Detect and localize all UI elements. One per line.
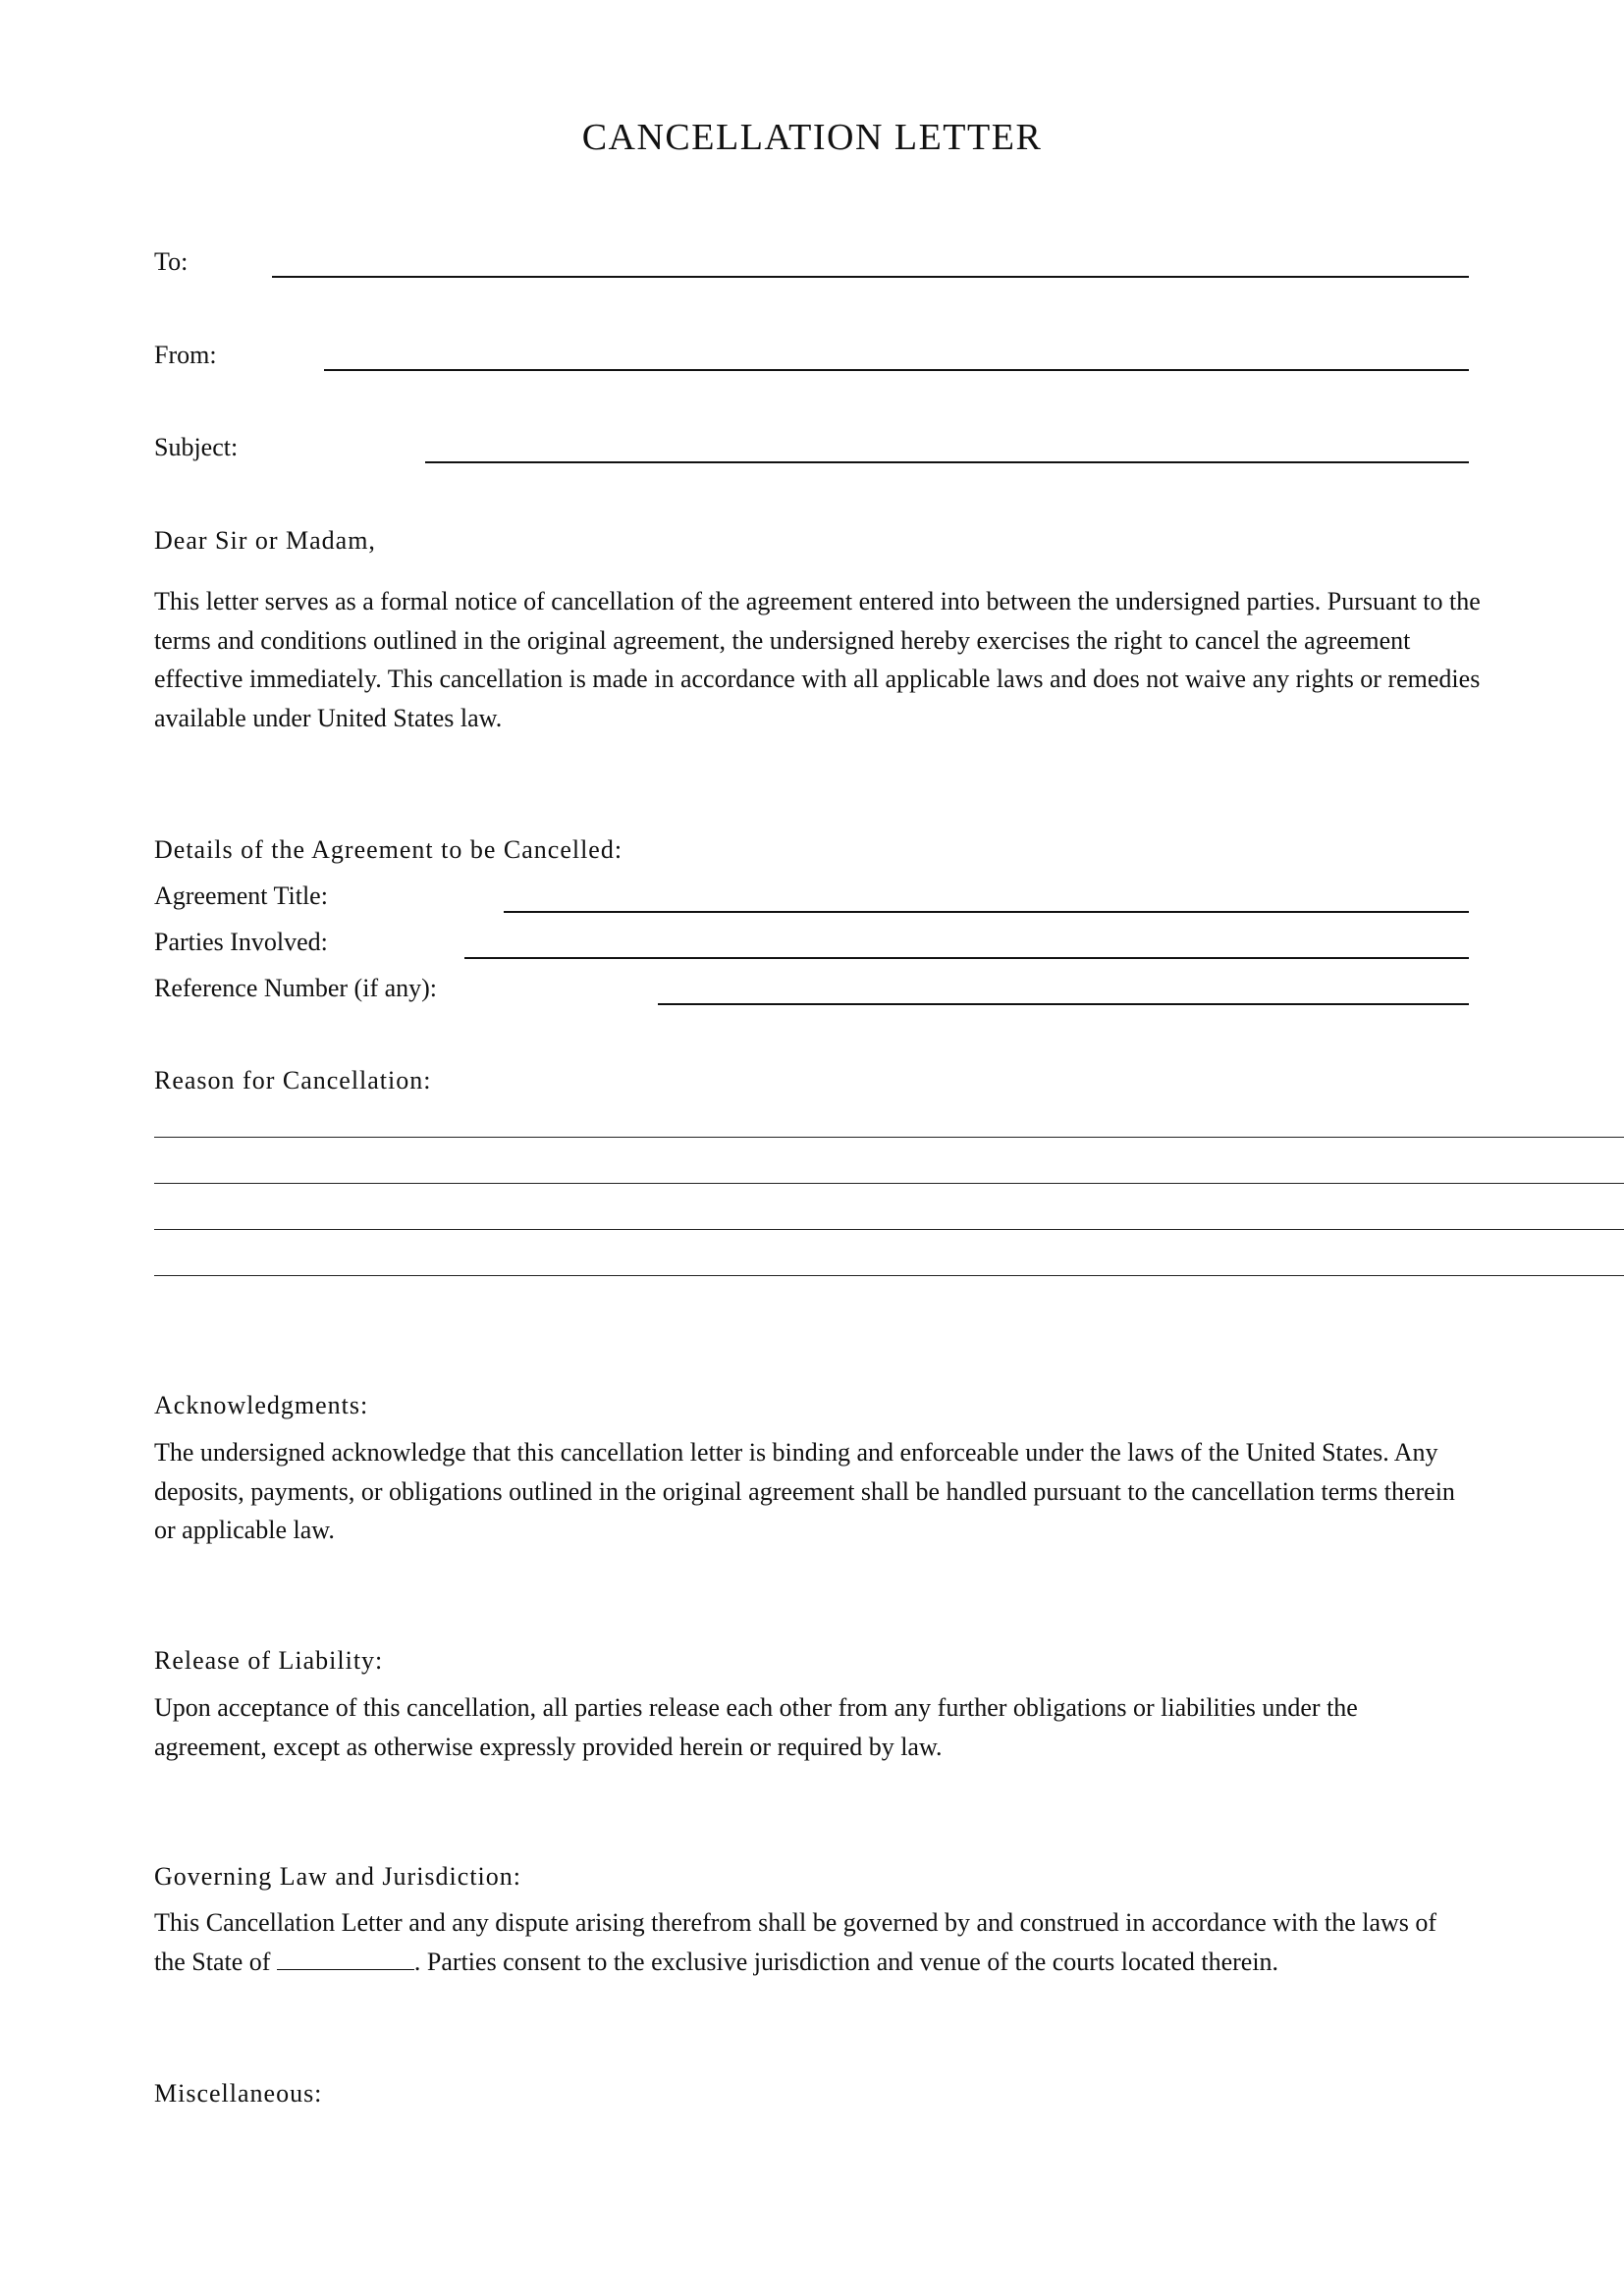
details-heading: Details of the Agreement to be Cancelled: <box>154 835 623 864</box>
state-blank-field[interactable] <box>277 1948 414 1970</box>
parties-involved-label: Parties Involved: <box>154 928 328 956</box>
reason-line-3[interactable] <box>154 1229 1624 1230</box>
to-field[interactable] <box>272 276 1469 278</box>
subject-field[interactable] <box>425 461 1469 463</box>
agreement-title-label: Agreement Title: <box>154 881 328 910</box>
acknowledgments-heading: Acknowledgments: <box>154 1391 369 1419</box>
governing-law-text-before: This Cancellation Letter and any dispute arising therefrom shall be governed by and construed in accordance with the laws of the State of <box>154 1908 1437 1976</box>
agreement-title-field[interactable] <box>504 911 1469 913</box>
reason-heading: Reason for Cancellation: <box>154 1066 432 1095</box>
reason-line-4[interactable] <box>154 1275 1624 1276</box>
reason-line-1[interactable] <box>154 1137 1624 1138</box>
reason-line-2[interactable] <box>154 1183 1624 1184</box>
to-label: To: <box>154 247 189 276</box>
governing-law-heading: Governing Law and Jurisdiction: <box>154 1862 521 1891</box>
governing-law-body <box>154 1903 1470 1981</box>
parties-involved-field[interactable] <box>464 957 1469 959</box>
document-title: CANCELLATION LETTER <box>581 117 1043 158</box>
from-field[interactable] <box>324 369 1469 371</box>
reference-number-label: Reference Number (if any): <box>154 974 438 1002</box>
miscellaneous-heading: Miscellaneous: <box>154 2079 323 2108</box>
governing-law-text-after: . Parties consent to the exclusive jurisdiction and venue of the courts located therein. <box>413 1947 1279 1976</box>
release-heading: Release of Liability: <box>154 1646 384 1675</box>
intro-paragraph: This letter serves as a formal notice of cancellation of the agreement entered into between the undersigned parties. Pursuant to the terms and conditions outlined in the original agreement, the undersigned hereby exercises the right to cancel the agreement effective immediately. This cancellation is made in accordance with all applicable laws and does not waive any rights or remedies available under United States law. <box>154 587 1481 732</box>
reference-number-field[interactable] <box>658 1003 1469 1005</box>
release-body: Upon acceptance of this cancellation, all parties release each other from any further obligations or liabilities under the agreement, except as otherwise expressly provided herein or required by law. <box>154 1693 1358 1761</box>
salutation: Dear Sir or Madam, <box>154 526 376 555</box>
from-label: From: <box>154 341 217 369</box>
acknowledgments-body: The undersigned acknowledge that this cancellation letter is binding and enforceable under the laws of the United States. Any deposits, payments, or obligations outlined in the original agreement shall be handled pursuant to the cancellation terms therein or applicable law. <box>154 1438 1455 1544</box>
subject-label: Subject: <box>154 433 239 461</box>
